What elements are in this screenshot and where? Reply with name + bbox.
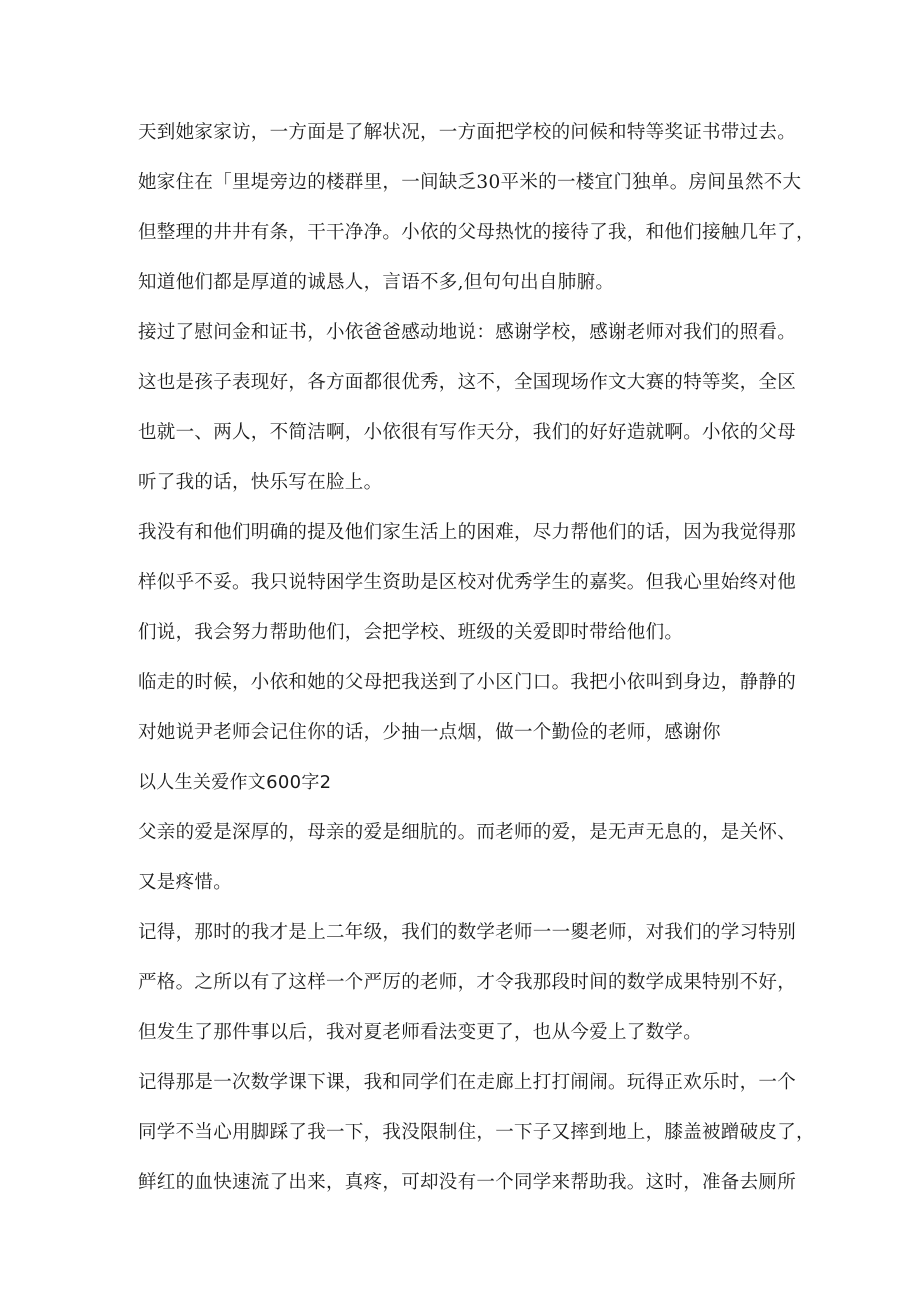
text-line: 父亲的爱是深厚的，母亲的爱是细肮的。而老师的爱，是无声无息的，是关怀、 bbox=[138, 822, 797, 843]
text-line: 这也是孩子表现好，各方面都很优秀，这不，全国现场作文大赛的特等奖，全区 bbox=[138, 372, 797, 393]
section-heading: 以人生关爱作文600字2 bbox=[138, 772, 332, 793]
text-line: 同学不当心用脚踩了我一下，我没限制住，一下子又摔到地上，膝盖被蹭破皮了， bbox=[138, 1122, 815, 1143]
text-line: 接过了慰问金和证书，小依爸爸感动地说：感谢学校，感谢老师对我们的照看。 bbox=[138, 322, 797, 343]
text-line: 也就一、两人，不简洁啊，小依很有写作天分，我们的好好造就啊。小依的父母 bbox=[138, 422, 797, 443]
text-line: 天到她家家访，一方面是了解状况，一方面把学校的问候和特等奖证书带过去。 bbox=[138, 122, 797, 143]
text-line: 严格。之所以有了这样一个严厉的老师，才令我那段时间的数学成果特别不好， bbox=[138, 972, 797, 993]
text-line: 她家住在「里堤旁边的楼群里，一间缺乏30平米的一楼宜门独单。房间虽然不大 bbox=[138, 172, 802, 193]
text-line: 我没有和他们明确的提及他们家生活上的困难，尽力帮他们的话，因为我觉得那 bbox=[138, 522, 797, 543]
text-line: 记得，那时的我才是上二年级，我们的数学老师一一夓老师，对我们的学习特别 bbox=[138, 922, 797, 943]
text-line: 们说，我会努力帮助他们，会把学校、班级的关爱即时带给他们。 bbox=[138, 622, 684, 643]
text-line: 记得那是一次数学课下课，我和同学们在走廊上打打闹闹。玩得正欢乐时，一个 bbox=[138, 1072, 797, 1093]
text-line: 但发生了那件事以后，我对夏老师看法变更了，也从今爱上了数学。 bbox=[138, 1022, 703, 1043]
text-line: 样似乎不妥。我只说特困学生资助是区校对优秀学生的嘉奖。但我心里始终对他 bbox=[138, 572, 797, 593]
text-line: 临走的时候，小依和她的父母把我送到了小区门口。我把小依叫到身边，静静的 bbox=[138, 672, 797, 693]
text-line: 知道他们都是厚道的诚恳人，言语不多,但句句出自肺腑。 bbox=[138, 272, 615, 293]
text-line: 对她说尹老师会记住你的话，少抽一点烟，做一个勤俭的老师，感谢你 bbox=[138, 722, 721, 743]
text-line: 但整理的井井有条，干干净净。小依的父母热忱的接待了我，和他们接触几年了， bbox=[138, 222, 815, 243]
text-line: 又是疼惜。 bbox=[138, 872, 233, 893]
text-line: 听了我的话，快乐写在脸上。 bbox=[138, 472, 383, 493]
text-line: 鲜红的血快速流了出来，真疼，可却没有一个同学来帮助我。这时，准备去厕所 bbox=[138, 1172, 797, 1193]
